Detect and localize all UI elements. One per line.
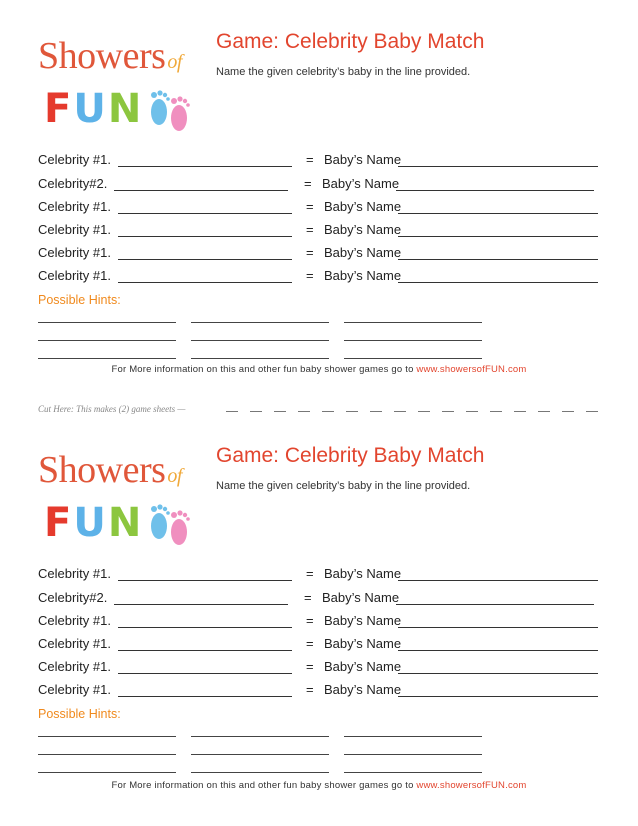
cut-dash (538, 411, 550, 412)
baby-name-answer-line[interactable] (398, 259, 598, 260)
baby-name-label: Baby’s Name (324, 613, 402, 628)
baby-name-answer-line[interactable] (398, 650, 598, 651)
cut-dash (394, 411, 406, 412)
hint-line[interactable] (38, 340, 176, 341)
answer-row (38, 222, 600, 240)
baby-name-answer-line[interactable] (398, 627, 598, 628)
hint-line[interactable] (38, 754, 176, 755)
celebrity-label: Celebrity #1. (38, 613, 111, 628)
celebrity-label: Celebrity #1. (38, 636, 111, 651)
baby-name-answer-line[interactable] (398, 166, 598, 167)
answer-row (38, 636, 600, 654)
celebrity-label: Celebrity #1. (38, 566, 111, 581)
equals-sign: = (306, 682, 314, 697)
cut-dash (298, 411, 310, 412)
celebrity-answer-line[interactable] (118, 627, 292, 628)
celebrity-label: Celebrity #1. (38, 245, 111, 260)
equals-sign: = (306, 659, 314, 674)
baby-name-answer-line[interactable] (398, 213, 598, 214)
possible-hints-label: Possible Hints: (38, 293, 121, 307)
baby-name-label: Baby’s Name (322, 176, 400, 191)
hint-line[interactable] (344, 754, 482, 755)
equals-sign: = (306, 636, 314, 651)
cut-dash (562, 411, 574, 412)
logo-fun-text: FUN (44, 86, 144, 132)
celebrity-answer-line[interactable] (118, 580, 292, 581)
answer-row (38, 566, 600, 584)
baby-feet-icon (146, 86, 194, 136)
game-title: Game: Celebrity Baby Match (216, 444, 485, 467)
cut-dash (370, 411, 382, 412)
hint-line[interactable] (191, 736, 329, 737)
baby-feet-icon (146, 500, 194, 550)
equals-sign: = (306, 222, 314, 237)
baby-name-label: Baby’s Name (324, 152, 402, 167)
hint-line[interactable] (344, 322, 482, 323)
cut-dash (346, 411, 358, 412)
hint-line[interactable] (38, 772, 176, 773)
answer-row (38, 176, 600, 194)
hint-line[interactable] (38, 322, 176, 323)
hint-line[interactable] (191, 322, 329, 323)
baby-name-label: Baby’s Name (322, 590, 400, 605)
celebrity-label: Celebrity #1. (38, 682, 111, 697)
hint-line[interactable] (344, 772, 482, 773)
celebrity-answer-line[interactable] (118, 166, 292, 167)
celebrity-label: Celebrity #1. (38, 199, 111, 214)
baby-name-label: Baby’s Name (324, 199, 402, 214)
cut-dash (322, 411, 334, 412)
baby-name-answer-line[interactable] (396, 190, 594, 191)
answer-row (38, 682, 600, 700)
cut-dash (418, 411, 430, 412)
answer-row (38, 245, 600, 263)
baby-name-label: Baby’s Name (324, 636, 402, 651)
celebrity-label: Celebrity #1. (38, 268, 111, 283)
baby-name-label: Baby’s Name (324, 566, 402, 581)
possible-hints-label: Possible Hints: (38, 707, 121, 721)
game-instructions: Name the given celebrity’s baby in the line provided. (216, 66, 471, 78)
celebrity-label: Celebrity #1. (38, 222, 111, 237)
celebrity-answer-line[interactable] (118, 213, 292, 214)
celebrity-answer-line[interactable] (118, 650, 292, 651)
cut-instruction: Cut Here: This makes (2) game sheets — (38, 404, 186, 414)
celebrity-label: Celebrity #1. (38, 152, 111, 167)
baby-name-label: Baby’s Name (324, 268, 402, 283)
logo-showers-text: Showers of (38, 35, 182, 77)
celebrity-answer-line[interactable] (114, 190, 288, 191)
equals-sign: = (306, 199, 314, 214)
equals-sign: = (306, 152, 314, 167)
website-link[interactable]: www.showersofFUN.com (416, 780, 527, 791)
cut-dash (442, 411, 454, 412)
celebrity-answer-line[interactable] (118, 696, 292, 697)
baby-name-answer-line[interactable] (398, 696, 598, 697)
baby-name-label: Baby’s Name (324, 222, 402, 237)
website-link[interactable]: www.showersofFUN.com (416, 364, 527, 375)
celebrity-answer-line[interactable] (118, 673, 292, 674)
cut-dash (586, 411, 598, 412)
cut-line (38, 404, 604, 418)
logo-fun-text: FUN (44, 500, 144, 546)
celebrity-answer-line[interactable] (118, 259, 292, 260)
cut-dash (274, 411, 286, 412)
hint-line[interactable] (191, 340, 329, 341)
cut-dash (514, 411, 526, 412)
cut-dash (250, 411, 262, 412)
hint-line[interactable] (38, 736, 176, 737)
celebrity-label: Celebrity#2. (38, 590, 108, 605)
celebrity-answer-line[interactable] (118, 282, 292, 283)
footer-info: For More information on this and other fun baby shower games go to www.showersofFUN.com (111, 364, 527, 375)
cut-dash (490, 411, 502, 412)
celebrity-answer-line[interactable] (118, 236, 292, 237)
baby-name-answer-line[interactable] (398, 282, 598, 283)
equals-sign: = (304, 590, 312, 605)
hint-line[interactable] (344, 358, 482, 359)
answer-row (38, 152, 600, 170)
equals-sign: = (306, 613, 314, 628)
equals-sign: = (306, 268, 314, 283)
baby-name-answer-line[interactable] (396, 604, 594, 605)
celebrity-label: Celebrity#2. (38, 176, 108, 191)
cut-dash (226, 411, 238, 412)
answer-row (38, 268, 600, 286)
baby-name-answer-line[interactable] (398, 236, 598, 237)
game-title: Game: Celebrity Baby Match (216, 30, 485, 53)
answer-row (38, 659, 600, 677)
equals-sign: = (306, 566, 314, 581)
baby-name-label: Baby’s Name (324, 245, 402, 260)
hint-line[interactable] (191, 358, 329, 359)
answer-row (38, 590, 600, 608)
answer-row (38, 199, 600, 217)
footer-info: For More information on this and other fun baby shower games go to www.showersofFUN.com (111, 780, 527, 791)
logo-showers-text: Showers of (38, 449, 182, 491)
hint-line[interactable] (38, 358, 176, 359)
answer-row (38, 613, 600, 631)
hint-line[interactable] (191, 772, 329, 773)
showers-of-fun-logo (38, 35, 208, 150)
baby-name-label: Baby’s Name (324, 659, 402, 674)
showers-of-fun-logo (38, 449, 208, 564)
baby-name-answer-line[interactable] (398, 673, 598, 674)
celebrity-answer-line[interactable] (114, 604, 288, 605)
baby-name-label: Baby’s Name (324, 682, 402, 697)
game-instructions: Name the given celebrity’s baby in the line provided. (216, 480, 471, 492)
hint-line[interactable] (344, 736, 482, 737)
equals-sign: = (306, 245, 314, 260)
equals-sign: = (304, 176, 312, 191)
celebrity-label: Celebrity #1. (38, 659, 111, 674)
baby-name-answer-line[interactable] (398, 580, 598, 581)
hint-line[interactable] (191, 754, 329, 755)
hint-line[interactable] (344, 340, 482, 341)
cut-dash (466, 411, 478, 412)
